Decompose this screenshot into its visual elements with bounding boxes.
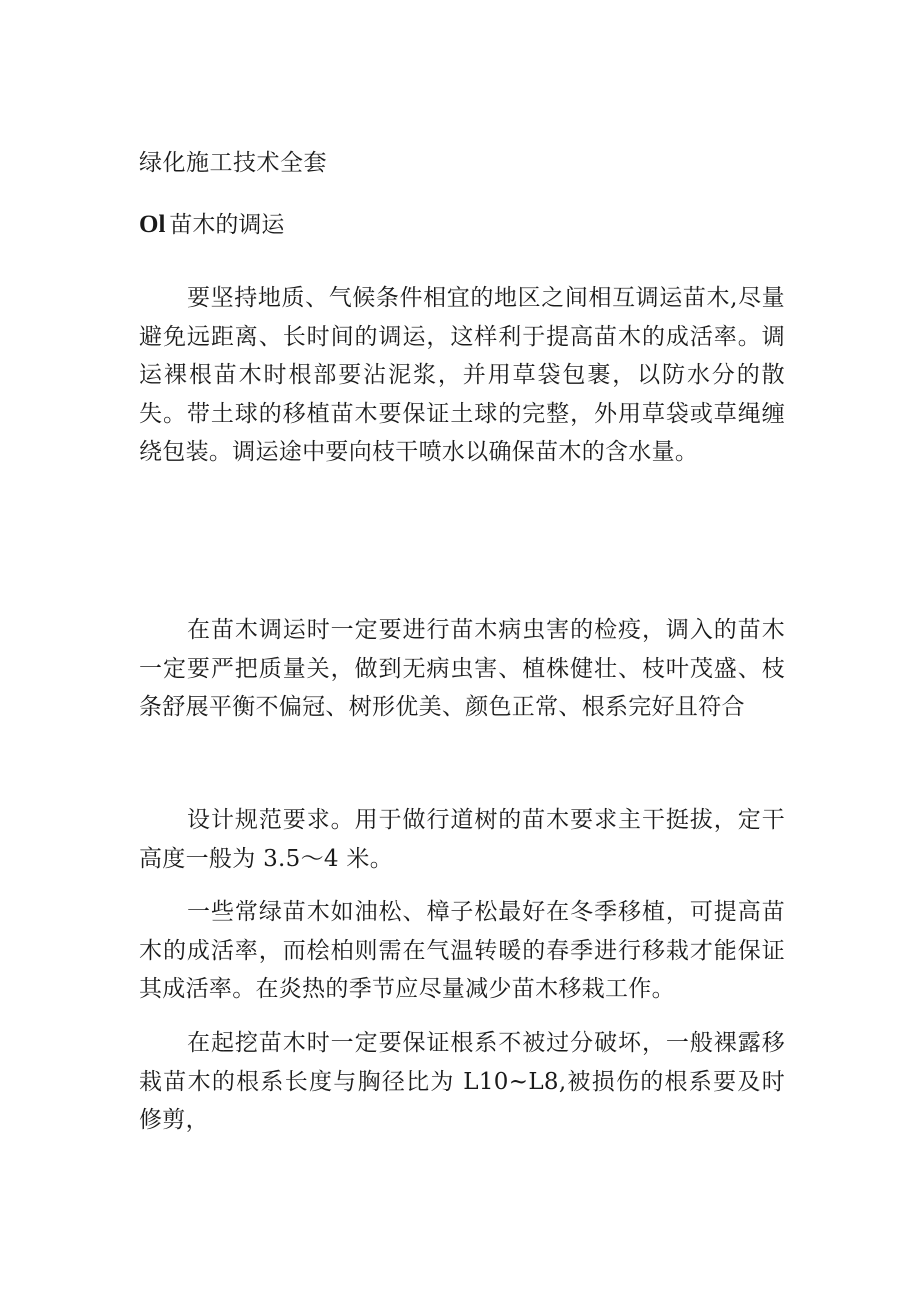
section-heading-text: 苗木的调运: [169, 212, 285, 238]
section-number: Ol: [139, 211, 166, 238]
paragraph-5: 在起挖苗木时一定要保证根系不被过分破坏，一般裸露移栽苗木的根系长度与胸径比为 L10~L8,被损伤的根系要及时修剪，: [139, 1030, 785, 1133]
document-title: 绿化施工技术全套: [139, 150, 327, 176]
paragraph-2: 在苗木调运时一定要进行苗木病虫害的检疫，调入的苗木一定要严把质量关，做到无病虫害、植株健壮、枝叶茂盛、枝条舒展平衡不偏冠、树形优美、颜色正常、根系完好且符合: [139, 617, 785, 720]
section-heading: [139, 207, 284, 243]
paragraph-4: 一些常绿苗木如油松、樟子松最好在冬季移植，可提高苗木的成活率，而桧柏则需在气温转暖的春季进行移栽才能保证其成活率。在炎热的季节应尽量减少苗木移栽工作。: [139, 899, 785, 1002]
paragraph-3: 设计规范要求。用于做行道树的苗木要求主干挺拔，定干高度一般为 3.5～4 米。: [139, 807, 785, 872]
paragraph-1: 要坚持地质、气候条件相宜的地区之间相互调运苗木,尽量避免远距离、长时间的调运，这样利于提高苗木的成活率。调运裸根苗木时根部要沾泥浆，并用草袋包裹，以防水分的散失。带土球的移植苗木要保证土球的完整，外用草袋或草绳缠绕包装。调运途中要向枝干喷水以确保苗木的含水量。: [139, 285, 785, 465]
